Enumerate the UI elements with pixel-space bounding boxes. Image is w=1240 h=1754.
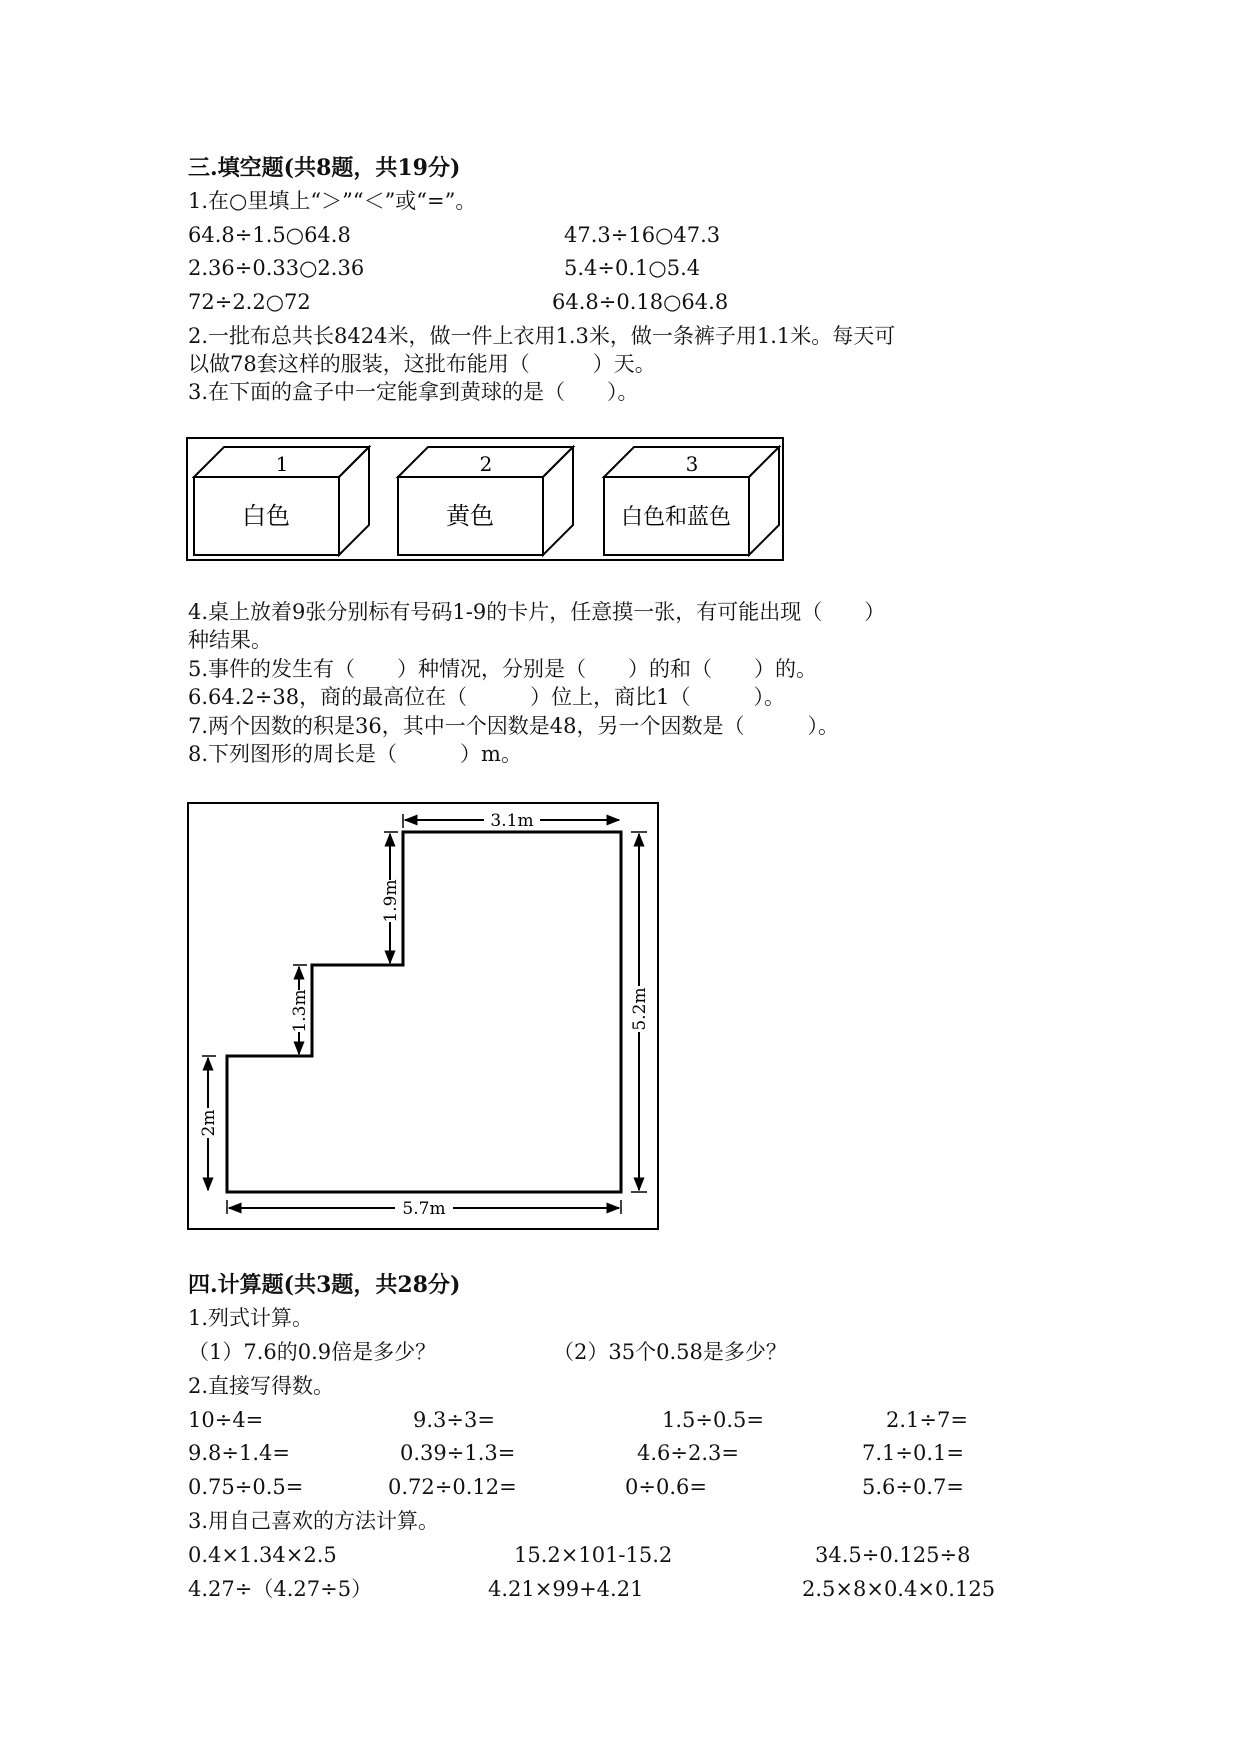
- dim-top-label: 3.1m: [490, 811, 534, 831]
- q5-text: 5.事件的发生有（ ）种情况，分别是（ ）的和（ ）的。: [188, 657, 818, 681]
- q8-prompt: 8.下列图形的周长是（ ）m。: [188, 742, 522, 766]
- perimeter-figure: [187, 802, 661, 1232]
- mental-math-item: 0.72÷0.12=: [388, 1475, 517, 1499]
- mental-math-item: 5.6÷0.7=: [862, 1475, 964, 1499]
- box-label: 黄色: [446, 502, 494, 530]
- mental-math-item: 9.8÷1.4=: [188, 1441, 290, 1465]
- dim-bottom-label: 5.7m: [402, 1199, 446, 1219]
- mental-math-item: 0÷0.6=: [625, 1475, 707, 1499]
- q6-text: 6.64.2÷38，商的最高位在（ ）位上，商比1（ ）。: [188, 685, 785, 709]
- simplify-item: 15.2×101-15.2: [514, 1543, 673, 1567]
- box-label: 白色: [242, 502, 290, 530]
- mental-math-item: 2.1÷7=: [886, 1408, 968, 1432]
- simplify-item: 2.5×8×0.4×0.125: [802, 1577, 996, 1601]
- dim-left-label: 2m: [199, 1109, 219, 1137]
- box-number: 2: [479, 452, 493, 476]
- q2-text-line2: 以做78套这样的服装，这批布能用（ ）天。: [188, 352, 656, 376]
- dim-step-upper-label: 1.9m: [381, 879, 401, 923]
- mental-math-item: 9.3÷3=: [413, 1408, 495, 1432]
- q4-text-line2: 种结果。: [188, 628, 272, 652]
- box-label: 白色和蓝色: [620, 505, 732, 530]
- q7-text: 7.两个因数的积是36，其中一个因数是48，另一个因数是（ ）。: [188, 714, 839, 738]
- simplify-item: 4.27÷（4.27÷5）: [188, 1577, 373, 1601]
- compare-item: 47.3÷16○47.3: [564, 223, 721, 247]
- compare-item: 64.8÷1.5○64.8: [188, 223, 351, 247]
- box-3: [604, 447, 779, 555]
- calc-q1-item: （2）35个0.58是多少？: [553, 1340, 787, 1364]
- box-number: 1: [275, 452, 289, 476]
- mental-math-item: 4.6÷2.3=: [637, 1441, 739, 1465]
- q3-prompt: 3.在下面的盒子中一定能拿到黄球的是（ ）。: [188, 380, 639, 404]
- boxes-figure: [186, 437, 786, 563]
- q1-prompt: 1.在○里填上“＞”“＜”或“=”。: [188, 189, 477, 213]
- box-1: [194, 447, 369, 555]
- compare-item: 2.36÷0.33○2.36: [188, 256, 365, 280]
- calc-q1-prompt: 1.列式计算。: [188, 1306, 314, 1330]
- section3-title: 三.填空题(共8题，共19分): [188, 155, 461, 181]
- compare-item: 5.4÷0.1○5.4: [564, 256, 701, 280]
- calc-q3-prompt: 3.用自己喜欢的方法计算。: [188, 1509, 440, 1533]
- calc-q2-prompt: 2.直接写得数。: [188, 1374, 335, 1398]
- simplify-item: 34.5÷0.125÷8: [815, 1543, 971, 1567]
- dim-right-label: 5.2m: [630, 987, 650, 1031]
- compare-item: 72÷2.2○72: [188, 290, 311, 314]
- simplify-item: 4.21×99+4.21: [488, 1577, 644, 1601]
- simplify-item: 0.4×1.34×2.5: [188, 1543, 337, 1567]
- mental-math-item: 1.5÷0.5=: [662, 1408, 764, 1432]
- mental-math-item: 0.39÷1.3=: [400, 1441, 516, 1465]
- compare-item: 64.8÷0.18○64.8: [552, 290, 729, 314]
- mental-math-item: 10÷4=: [188, 1408, 264, 1432]
- q2-text-line1: 2.一批布总共长8424米，做一件上衣用1.3米，做一条裤子用1.1米。每天可: [188, 324, 896, 348]
- mental-math-item: 7.1÷0.1=: [862, 1441, 964, 1465]
- calc-q1-item: （1）7.6的0.9倍是多少？: [188, 1340, 437, 1364]
- box-2: [398, 447, 573, 555]
- dim-step-lower-label: 1.3m: [290, 989, 310, 1033]
- section4-title: 四.计算题(共3题，共28分): [188, 1272, 461, 1298]
- q4-text-line1: 4.桌上放着9张分别标有号码1-9的卡片，任意摸一张，有可能出现（ ）: [188, 600, 886, 624]
- mental-math-item: 0.75÷0.5=: [188, 1475, 304, 1499]
- box-number: 3: [685, 452, 699, 476]
